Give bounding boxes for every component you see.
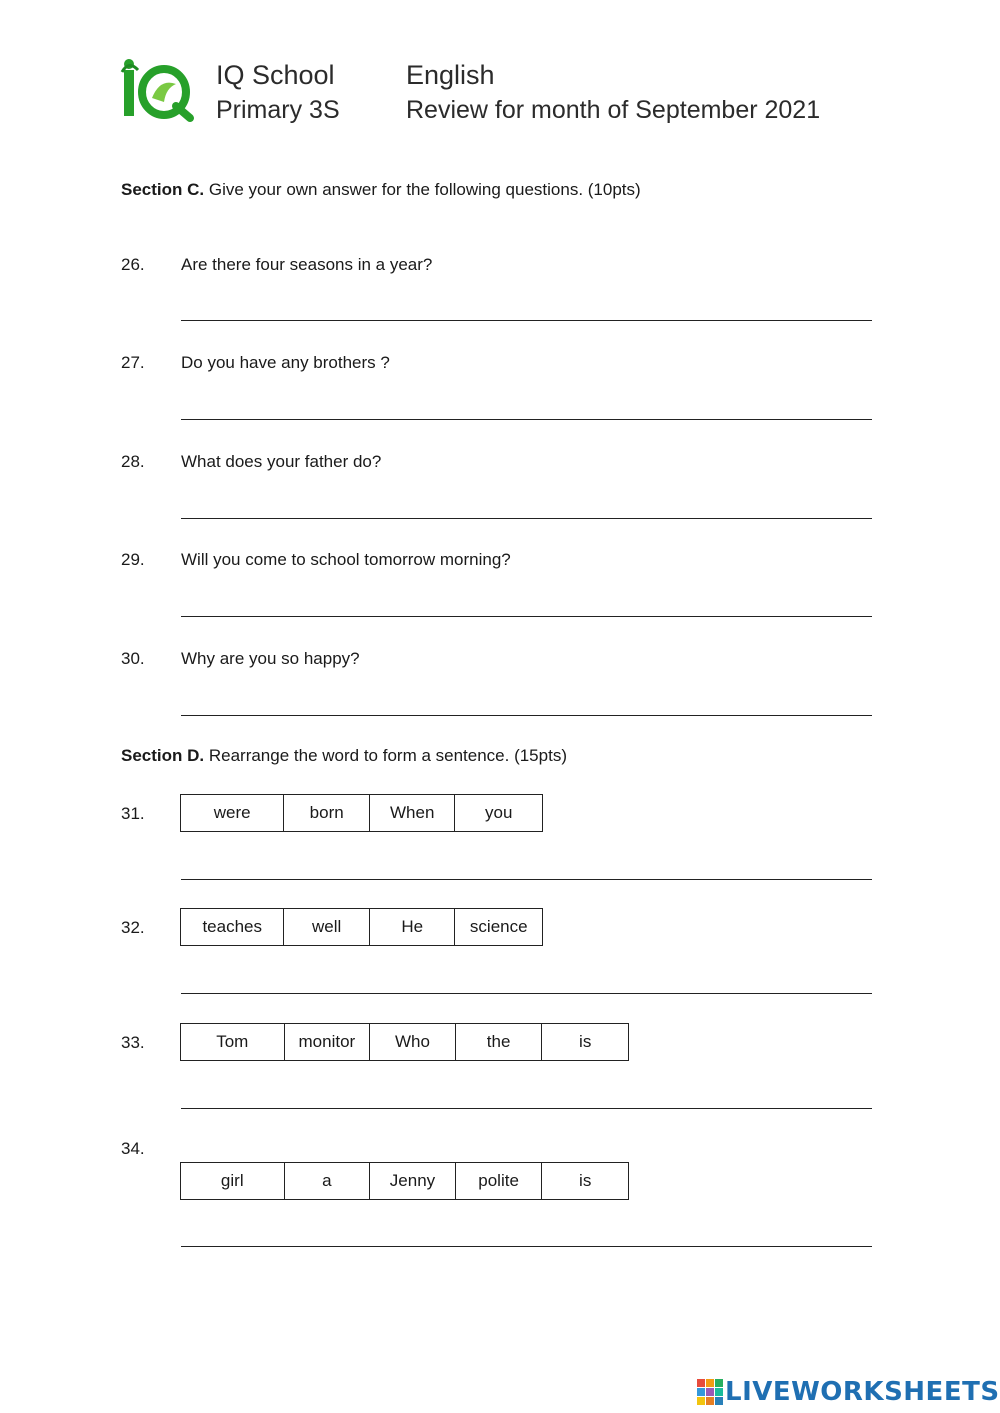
question-number: 30. (121, 649, 145, 668)
answer-line[interactable] (181, 879, 872, 880)
answer-line[interactable] (181, 1246, 872, 1247)
question-number: 26. (121, 255, 145, 274)
section-c-instruction: Give your own answer for the following questions. (10pts) (204, 180, 641, 199)
answer-line[interactable] (181, 715, 872, 716)
word-box-row (180, 1023, 629, 1061)
section-c-label: Section C. (121, 180, 205, 199)
question-number: 29. (121, 550, 145, 569)
word-box: born (284, 795, 370, 831)
answer-line[interactable] (181, 419, 872, 420)
answer-line[interactable] (181, 518, 872, 519)
section-d-instruction: Rearrange the word to form a sentence. (15pts) (204, 746, 567, 765)
word-box: teaches (181, 909, 284, 945)
question-text: Are there four seasons in a year? (181, 255, 433, 274)
word-box: monitor (285, 1024, 371, 1060)
item-number: 34. (121, 1139, 145, 1158)
word-box: were (181, 795, 284, 831)
word-box: Who (370, 1024, 456, 1060)
question-text: What does your father do? (181, 452, 382, 471)
answer-line[interactable] (181, 1108, 872, 1109)
answer-line[interactable] (181, 993, 872, 994)
word-box: Tom (181, 1024, 285, 1060)
word-box: polite (456, 1163, 543, 1199)
item-number: 33. (121, 1033, 145, 1052)
question-number: 27. (121, 353, 145, 372)
word-box: When (370, 795, 456, 831)
question-text: Do you have any brothers ? (181, 353, 390, 372)
word-box: Jenny (370, 1163, 456, 1199)
question-text: Why are you so happy? (181, 649, 360, 668)
word-box: girl (181, 1163, 285, 1199)
word-box: you (485, 803, 513, 822)
class-name: Primary 3S (216, 96, 340, 124)
liveworksheets-logo (697, 1377, 1000, 1407)
school-logo (120, 58, 194, 122)
item-number: 31. (121, 804, 145, 823)
word-box: is (579, 1032, 592, 1051)
school-name: IQ School (216, 60, 335, 90)
word-box: He (370, 909, 456, 945)
word-box: the (456, 1024, 543, 1060)
question-text: Will you come to school tomorrow morning? (181, 550, 511, 569)
word-box: well (284, 909, 370, 945)
brand-text: LIVEWORKSHEETS (725, 1377, 1000, 1407)
word-box: is (579, 1171, 592, 1190)
word-box-row (180, 1162, 629, 1200)
item-number: 32. (121, 918, 145, 937)
section-c-heading (121, 180, 641, 200)
subject-name: English (406, 60, 495, 90)
answer-line[interactable] (181, 616, 872, 617)
review-title: Review for month of September 2021 (406, 96, 821, 124)
word-box-row (180, 908, 543, 946)
word-box-row (180, 794, 543, 832)
question-number: 28. (121, 452, 145, 471)
section-d-label: Section D. (121, 746, 205, 765)
answer-line[interactable] (181, 320, 872, 321)
liveworksheets-icon (697, 1379, 723, 1405)
word-box: a (285, 1163, 371, 1199)
word-box: science (469, 917, 528, 936)
section-d-heading (121, 746, 567, 766)
